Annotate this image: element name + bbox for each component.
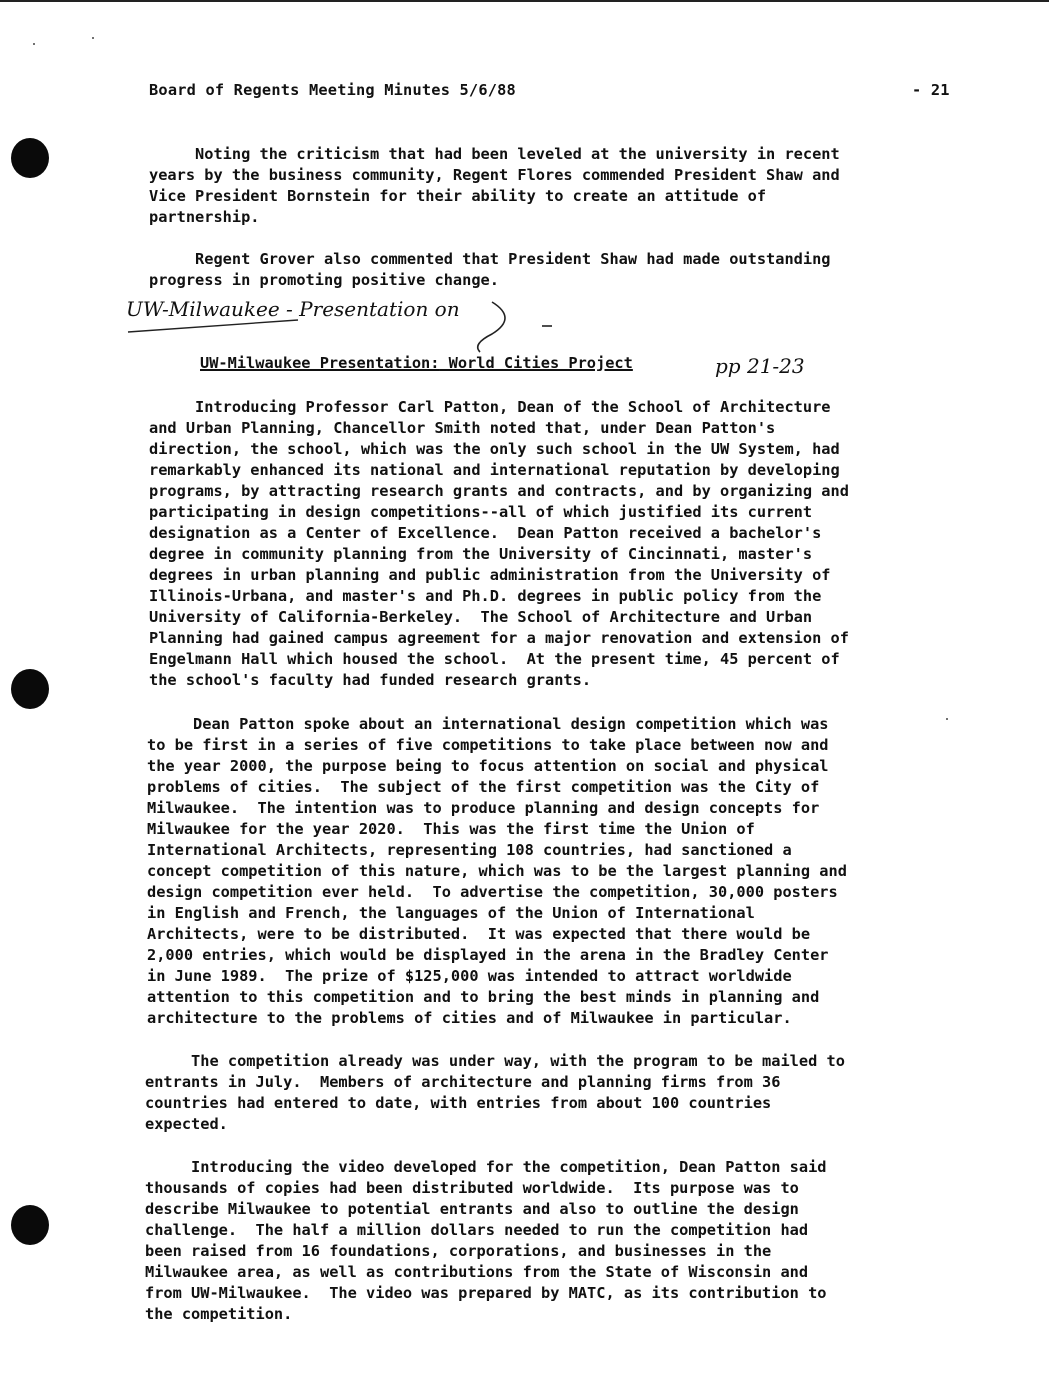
text-line: Noting the criticism that had been leveled at the university in recent — [149, 145, 840, 163]
handwritten-marks — [120, 290, 580, 360]
text-line: in June 1989. The prize of $125,000 was intended to attract worldwide — [147, 967, 792, 985]
paragraph-competition-underway — [145, 1051, 945, 1135]
text-line: Milwaukee. The intention was to produce planning and design concepts for — [147, 799, 820, 817]
text-line: countries had entered to date, with entries from about 100 countries — [145, 1094, 772, 1112]
text-line: Planning had gained campus agreement for a major renovation and extension of — [149, 629, 849, 647]
text-line: Architects, were to be distributed. It was expected that there would be — [147, 925, 811, 943]
text-line: in English and French, the languages of the Union of International — [147, 904, 755, 922]
text-line: Introducing Professor Carl Patton, Dean of the School of Architecture — [149, 398, 831, 416]
paragraph-introducing-patton — [149, 397, 949, 691]
text-line: degrees in urban planning and public administration from the University of — [149, 566, 831, 584]
text-line: architecture to the problems of cities and of Milwaukee in particular. — [147, 1009, 792, 1027]
text-line: to be first in a series of five competitions to take place between now and — [147, 736, 829, 754]
text-line: designation as a Center of Excellence. Dean Patton received a bachelor's — [149, 524, 822, 542]
document-title: Board of Regents Meeting Minutes 5/6/88 — [149, 81, 516, 99]
text-line: Milwaukee area, as well as contributions from the State of Wisconsin and — [145, 1263, 809, 1281]
text-line: direction, the school, which was the only such school in the UW System, had — [149, 440, 840, 458]
paragraph-criticism — [149, 144, 949, 228]
heading-struck-text: UW-Milwaukee Presentation: — [200, 354, 440, 372]
heading-text: World Cities Project — [439, 354, 633, 372]
text-line: expected. — [145, 1115, 228, 1133]
scan-speck — [33, 43, 35, 45]
paragraph-design-competition — [147, 714, 947, 1029]
handwritten-insert-note: UW-Milwaukee - Presentation on — [126, 297, 460, 321]
text-line: 2,000 entries, which would be displayed in the arena in the Bradley Center — [147, 946, 829, 964]
text-line: remarkably enhanced its national and international reputation by developing — [149, 461, 840, 479]
text-line: degree in community planning from the University of Cincinnati, master's — [149, 545, 813, 563]
page-top-edge — [0, 0, 1049, 2]
text-line: thousands of copies had been distributed worldwide. Its purpose was to — [145, 1179, 799, 1197]
text-line: concept competition of this nature, which was to be the largest planning and — [147, 862, 847, 880]
text-line: describe Milwaukee to potential entrants and also to outline the design — [145, 1200, 799, 1218]
text-line: challenge. The half a million dollars needed to run the competition had — [145, 1221, 809, 1239]
handwritten-brace — [478, 302, 505, 352]
handwritten-underline — [128, 320, 298, 332]
text-line: International Architects, representing 108 countries, had sanctioned a — [147, 841, 792, 859]
text-line: programs, by attracting research grants and contracts, and by organizing and — [149, 482, 849, 500]
text-line: Milwaukee for the year 2020. This was the first time the Union of — [147, 820, 755, 838]
text-line: attention to this competition and to bring the best minds in planning and — [147, 988, 820, 1006]
scan-speck — [92, 37, 94, 39]
text-line: Dean Patton spoke about an international design competition which was — [147, 715, 829, 733]
text-line: Vice President Bornstein for their ability to create an attitude of — [149, 187, 767, 205]
section-heading — [200, 354, 633, 372]
text-line: University of California-Berkeley. The School of Architecture and Urban — [149, 608, 813, 626]
text-line: the competition. — [145, 1305, 293, 1323]
binder-hole-middle — [11, 669, 49, 709]
text-line: been raised from 16 foundations, corporations, and businesses in the — [145, 1242, 772, 1260]
text-line: from UW-Milwaukee. The video was prepared by MATC, as its contribution to — [145, 1284, 827, 1302]
text-line: progress in promoting positive change. — [149, 271, 499, 289]
paragraph-grover — [149, 249, 949, 291]
text-line: The competition already was under way, with the program to be mailed to — [145, 1052, 845, 1070]
text-line: design competition ever held. To advertise the competition, 30,000 posters — [147, 883, 838, 901]
text-line: Introducing the video developed for the competition, Dean Patton said — [145, 1158, 827, 1176]
binder-hole-bottom — [11, 1205, 49, 1245]
text-line: entrants in July. Members of architecture and planning firms from 36 — [145, 1073, 781, 1091]
text-line: Illinois-Urbana, and master's and Ph.D. degrees in public policy from the — [149, 587, 822, 605]
paragraph-video — [145, 1157, 945, 1325]
text-line: the school's faculty had funded research grants. — [149, 671, 592, 689]
text-line: partnership. — [149, 208, 260, 226]
text-line: problems of cities. The subject of the first competition was the City of — [147, 778, 820, 796]
binder-hole-top — [11, 138, 49, 178]
text-line: Regent Grover also commented that President Shaw had made outstanding — [149, 250, 831, 268]
text-line: participating in design competitions--all of which justified its current — [149, 503, 813, 521]
page-number: - 21 — [912, 81, 950, 99]
handwritten-page-ref: pp 21-23 — [715, 354, 805, 378]
text-line: years by the business community, Regent Flores commended President Shaw and — [149, 166, 840, 184]
text-line: and Urban Planning, Chancellor Smith noted that, under Dean Patton's — [149, 419, 776, 437]
text-line: the year 2000, the purpose being to focus attention on social and physical — [147, 757, 829, 775]
text-line: Engelmann Hall which housed the school. At the present time, 45 percent of — [149, 650, 840, 668]
